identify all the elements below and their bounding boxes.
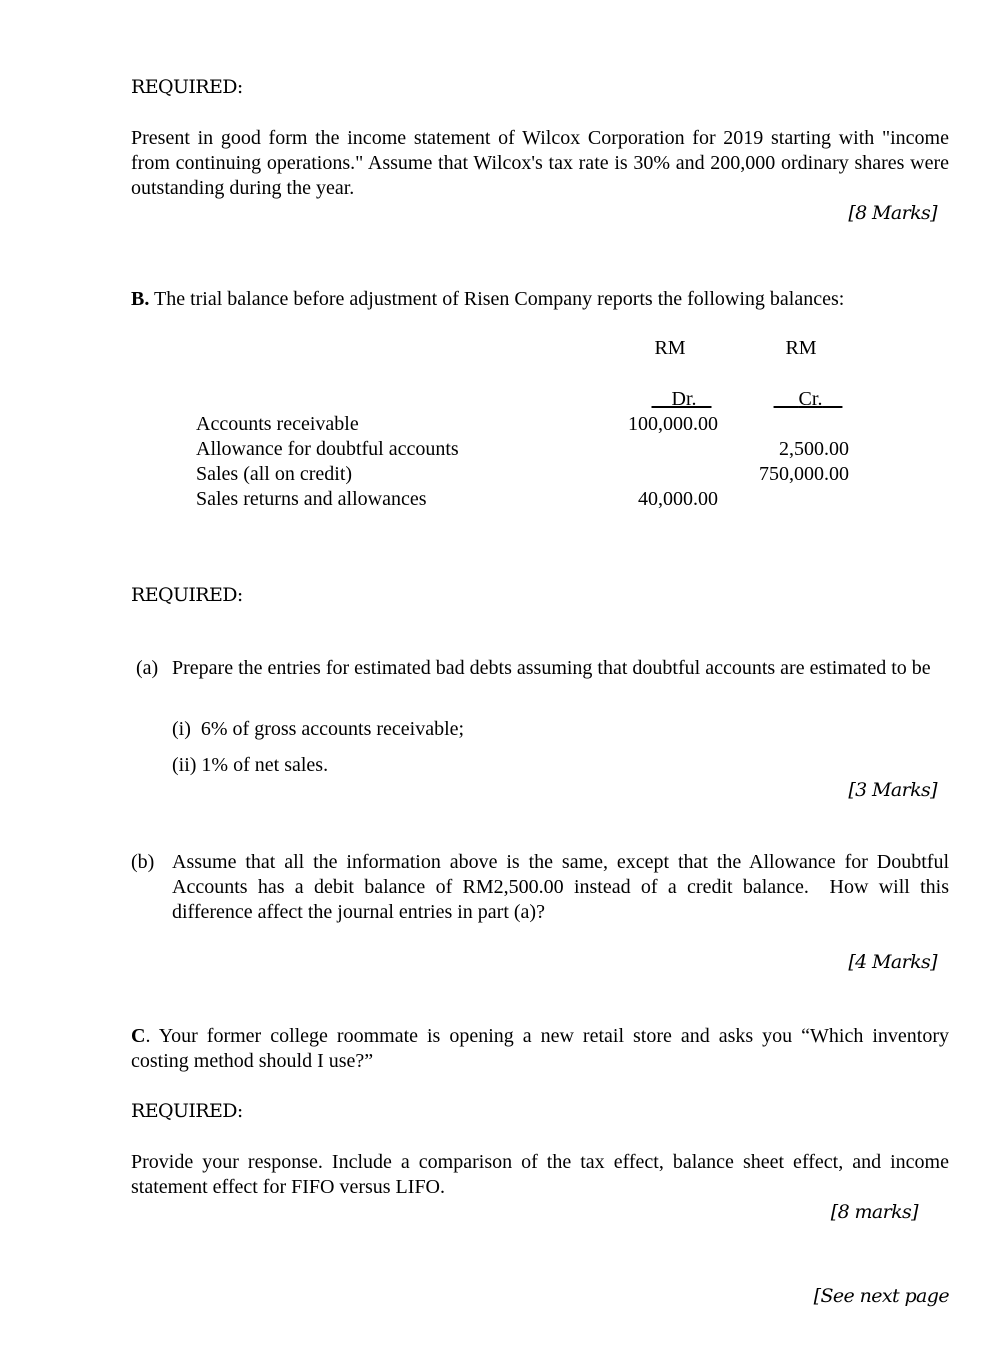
required-heading-a: REQUIRED:	[131, 76, 243, 98]
currency-header-cr: RM	[785, 337, 817, 359]
part-b-text: Assume that all the information above is the same, except that the Allowance for Doubtful Accounts has a debit balance of RM2,500.00 instead of a credit balance. How will this difference affect the journal entries in part (a)?	[172, 851, 954, 923]
table-row-account: Accounts receivable	[196, 413, 359, 435]
section-a-instruction: Present in good form the income statement of Wilcox Corporation for 2019 starting with "income from continuing operations." Assume that Wilcox's tax rate is 30% and 200,000 ordinary shares were outstanding during the year.	[131, 127, 949, 199]
table-row-dr: 40,000.00	[638, 488, 718, 510]
section-b-intro	[131, 287, 844, 312]
part-a-label: (a)	[136, 657, 159, 679]
section-c-intro-text: . Your former college roommate is opening a new retail store and asks you “Which inventory costing method should I use?”	[131, 1025, 949, 1072]
section-a-marks: [8 Marks]	[848, 202, 937, 224]
part-b-marks: [4 Marks]	[848, 951, 937, 973]
required-heading-b: REQUIRED:	[131, 584, 243, 606]
section-c-intro	[131, 1024, 949, 1074]
table-row-dr: 100,000.00	[628, 413, 718, 435]
column-header-dr-label: Dr.	[671, 388, 697, 410]
section-c-marks: [8 marks]	[830, 1201, 918, 1223]
table-row-account: Sales (all on credit)	[196, 463, 353, 485]
table-row-cr: 2,500.00	[779, 438, 849, 460]
trial-balance-table	[0, 336, 988, 516]
section-b-letter: B.	[131, 288, 150, 310]
column-header-dr	[645, 387, 718, 412]
part-a-marks: [3 Marks]	[848, 779, 937, 801]
section-c-instruction: Provide your response. Include a comparison of the tax effect, balance sheet effect, and income statement effect for FIFO versus LIFO.	[131, 1151, 949, 1198]
part-a-sub-i: (i) 6% of gross accounts receivable;	[172, 718, 465, 740]
part-a-sub-ii: (ii) 1% of net sales.	[172, 754, 329, 776]
table-row-cr: 750,000.00	[759, 463, 849, 485]
table-row-account: Sales returns and allowances	[196, 488, 427, 510]
see-next-page: [See next page	[813, 1285, 949, 1307]
currency-header-dr: RM	[654, 337, 686, 359]
column-header-cr	[767, 387, 849, 412]
table-row-account: Allowance for doubtful accounts	[196, 438, 459, 460]
section-b-intro-text: The trial balance before adjustment of Risen Company reports the following balances:	[153, 288, 845, 310]
column-header-cr-label: Cr.	[798, 388, 823, 410]
part-b-label: (b)	[131, 851, 155, 873]
part-a-text: Prepare the entries for estimated bad debts assuming that doubtful accounts are estimated to be	[172, 657, 931, 679]
section-c-letter: C	[131, 1025, 146, 1047]
required-heading-c: REQUIRED:	[131, 1100, 243, 1122]
